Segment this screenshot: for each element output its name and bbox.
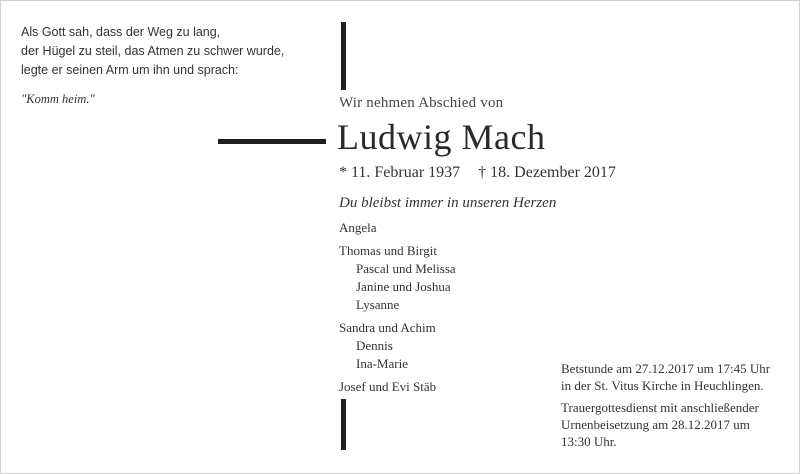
funeral-service-info (561, 399, 770, 450)
poem-line: legte er seinen Arm um ihn und sprach: (21, 63, 239, 77)
family-member: Angela (339, 220, 377, 235)
info-line: 13:30 Uhr. (561, 434, 617, 449)
deceased-name: Ludwig Mach (337, 117, 546, 157)
info-line: Trauergottesdienst mit anschließender (561, 400, 759, 415)
life-dates (339, 164, 616, 182)
intro-text: Wir nehmen Abschied von (339, 95, 504, 111)
poem (21, 23, 284, 109)
info-line: Betstunde am 27.12.2017 um 17:45 Uhr (561, 361, 771, 376)
poem-quote: "Komm heim." (21, 92, 95, 106)
death-date: † 18. Dezember 2017 (478, 164, 616, 181)
family-child: Janine und Joshua (356, 279, 451, 294)
family-couple: Josef und Evi Stäb (339, 379, 437, 394)
motto: Du bleibst immer in unseren Herzen (339, 195, 557, 211)
birth-date: * 11. Februar 1937 (339, 164, 461, 181)
info-line: Urnenbeisetzung am 28.12.2017 um (561, 417, 750, 432)
family-couple: Thomas und Birgit (339, 243, 437, 258)
service-info (561, 360, 770, 455)
poem-line: der Hügel zu steil, das Atmen zu schwer wurde, (21, 44, 285, 58)
family-child: Pascal und Melissa (356, 261, 456, 276)
cross-horizontal-bar (218, 139, 326, 144)
family-child: Ina-Marie (356, 356, 408, 371)
cross-bottom-bar (341, 399, 346, 450)
poem-line: Als Gott sah, dass der Weg zu lang, (21, 25, 221, 39)
family-child: Dennis (356, 338, 393, 353)
family-child: Lysanne (356, 297, 400, 312)
cross-top-bar (341, 22, 346, 90)
family-list (339, 219, 456, 401)
family-couple: Sandra und Achim (339, 320, 436, 335)
prayer-hour-info (561, 360, 770, 394)
info-line: in der St. Vitus Kirche in Heuchlingen. (561, 378, 764, 393)
